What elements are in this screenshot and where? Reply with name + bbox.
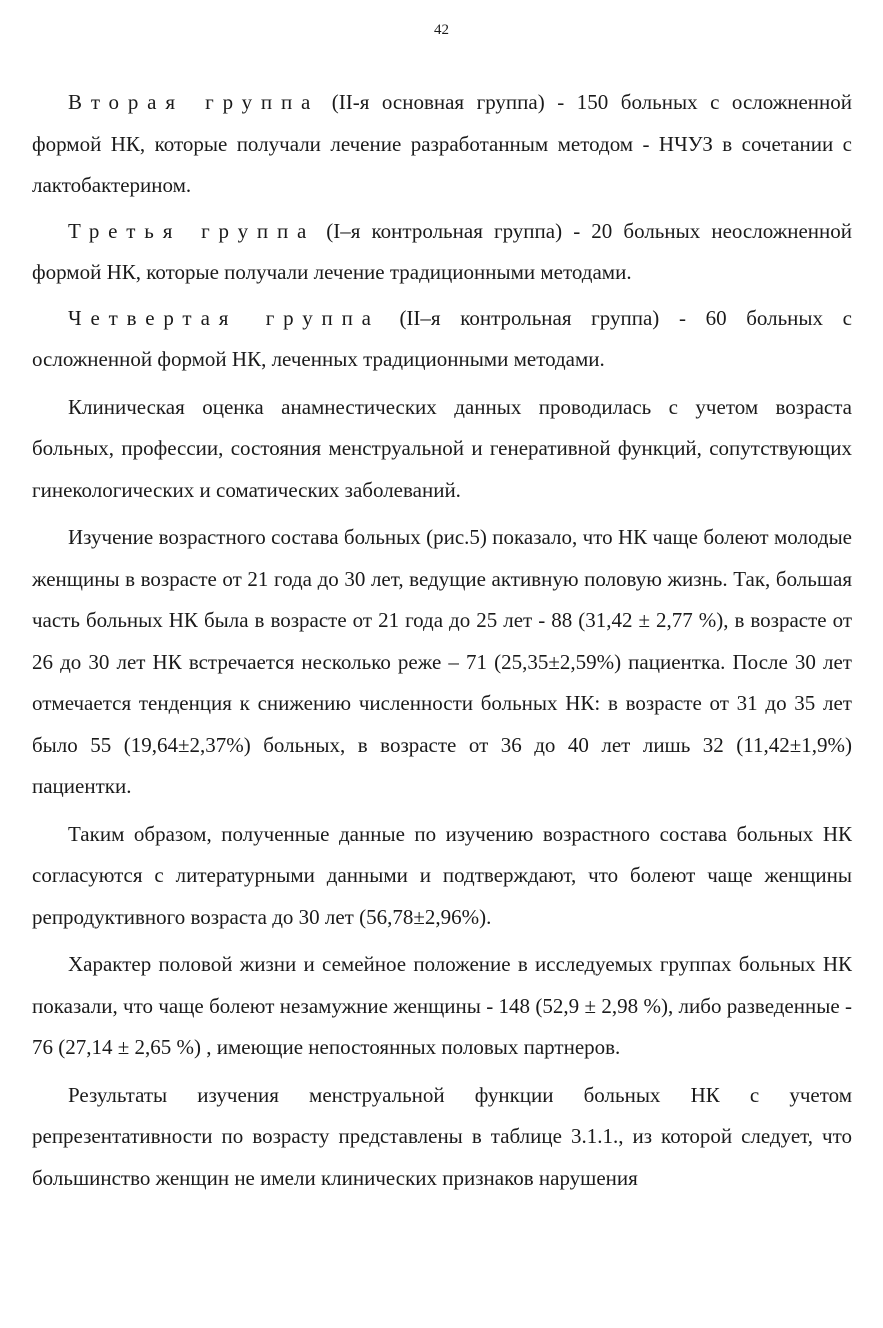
group-2-heading: Вторая группа (68, 90, 320, 114)
document-body (32, 82, 852, 1205)
paragraph-age-composition: Изучение возрастного состава больных (рис.5) показало, что НК чаще болеют молодые женщины в возрасте от 21 года до 30 лет, ведущие активную половую жизнь. Так, большая часть больных НК была в возрасте от 21 года до 25 лет - 88 (31,42 ± 2,77 %), в возрасте от 26 до 30 лет НК встречается несколько реже – 71 (25,35±2,59%) пациентка. После 30 лет отмечается тенденция к снижению численности больных НК: в возрасте от 31 до 35 лет было 55 (19,64±2,37%) больных, в возрасте от 36 до 40 лет лишь 32 (11,42±1,9%) пациентки. (32, 525, 852, 798)
group-4-heading: Четвертая группа (68, 305, 380, 330)
paragraph-group-2 (32, 82, 852, 207)
paragraph-group-4 (32, 298, 852, 381)
paragraph-menstrual-function: Результаты изучения менструальной функции больных НК с учетом репрезентативности по возрасту представлены в таблице 3.1.1., из которой следует, что большинство женщин не имели клинических признаков нарушения (32, 1082, 852, 1190)
group-3-text: (I–я контрольная группа) - 20 больных неосложненной формой НК, которые получали лечение традиционными методами. (32, 218, 852, 284)
group-2-text: (II-я основная группа) - 150 больных с осложненной формой НК, которые получали лечение разработанным методом - НЧУЗ в сочетании с лактобактерином. (32, 90, 852, 197)
paragraph-group-3 (32, 211, 852, 294)
paragraph-marital-status: Характер половой жизни и семейное положение в исследуемых группах больных НК показали, что чаще болеют незамужние женщины - 148 (52,9 ± 2,98 %), либо разведенные - 76 (27,14 ± 2,65 %) , имеющие непостоянных половых партнеров. (32, 952, 852, 1059)
page-number: 42 (434, 22, 449, 38)
group-4-text: (II–я контрольная группа) - 60 больных с осложненной формой НК, леченных традиционными методами. (32, 305, 852, 371)
paragraph-conclusion: Таким образом, полученные данные по изучению возрастного состава больных НК согласуются с литературными данными и подтверждают, что болеют чаще женщины репродуктивного возраста до 30 лет (56,78±2,96%). (32, 821, 852, 929)
paragraph-clinical-assessment: Клиническая оценка анамнестических данных проводилась с учетом возраста больных, профессии, состояния менструальной и генеративной функций, сопутствующих гинекологических и соматических заболеваний. (32, 394, 852, 502)
group-3-heading: Третья группа (68, 218, 316, 243)
